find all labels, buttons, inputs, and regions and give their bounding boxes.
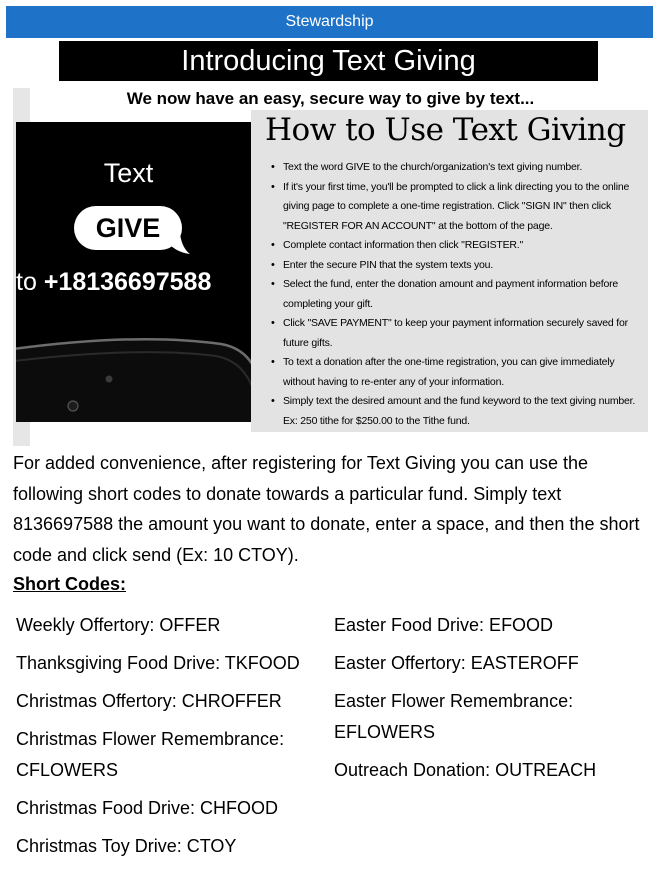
section-header-label: Stewardship — [285, 13, 374, 30]
short-code-item: Christmas Toy Drive: CTOY — [16, 835, 237, 856]
phone-graphic — [16, 122, 251, 422]
short-code-item: Christmas Offertory: CHROFFER — [16, 691, 282, 711]
text-giving-flyer — [13, 88, 648, 446]
short-code-item: Thanksgiving Food Drive: TKFOOD — [16, 653, 300, 673]
give-keyword: GIVE — [95, 212, 161, 243]
instruction-step: • To text a donation after the one-time registration, you can give immediately without having to re-enter any of your information. — [271, 353, 639, 392]
short-code-item: Christmas Flower Remembrance: CFLOWERS — [16, 729, 285, 780]
short-codes-right-column — [334, 610, 634, 793]
instruction-step: • If it's your first time, you'll be prompted to click a link directing you to the online giving page to complete a one-time registration. Click "SIGN IN" then click "REGISTER FOR AN ACCOUNT" at the bottom of the page. — [271, 178, 639, 237]
instruction-step: • Select the fund, enter the donation amount and payment information before completing your gift. — [271, 275, 639, 314]
instructions-list — [271, 158, 639, 431]
section-header — [6, 6, 653, 38]
instruction-step: • Enter the secure PIN that the system texts you. — [271, 256, 639, 276]
instructions-panel — [251, 110, 648, 432]
short-code-item: Outreach Donation: OUTREACH — [334, 759, 597, 780]
speech-bubble-tail-icon — [166, 234, 190, 254]
instructions-heading: How to Use Text Giving — [265, 112, 626, 148]
phone-text-label: Text — [103, 158, 154, 188]
phone-to-label: to — [16, 268, 37, 296]
short-codes-heading: Short Codes: — [13, 574, 127, 594]
short-codes-intro: For added convenience, after registering for Text Giving you can use the following short codes to donate towards a particular fund. Simply text 8136697588 the amount you want to donate, enter a space, and then the short code and click send (Ex: 10 CTOY). — [13, 453, 640, 565]
short-code-item: Easter Food Drive: EFOOD — [334, 615, 554, 635]
phone-number: +18136697588 — [43, 268, 212, 296]
instruction-step: • Simply text the desired amount and the fund keyword to the text giving number. Ex: 250 tithe for $250.00 to the Tithe fund. — [271, 392, 639, 431]
short-code-item: Christmas Food Drive: CHFOOD — [16, 797, 279, 818]
instruction-step: • Complete contact information then click "REGISTER." — [271, 236, 639, 256]
instruction-step: • Text the word GIVE to the church/organization's text giving number. — [271, 158, 639, 178]
short-code-item: Weekly Offertory: OFFER — [16, 615, 221, 635]
short-code-item: Easter Offertory: EASTEROFF — [334, 653, 579, 673]
short-codes-left-column — [16, 610, 326, 869]
page-title-text: Introducing Text Giving — [181, 44, 476, 77]
short-code-item: Easter Flower Remembrance: EFLOWERS — [334, 691, 574, 742]
phone-number-line — [16, 268, 251, 297]
flyer-tagline: We now have an easy, secure way to give by text... — [126, 89, 535, 108]
smartphone-icon — [16, 322, 251, 422]
page-title — [59, 41, 598, 81]
instruction-step: • Click "SAVE PAYMENT" to keep your payment information securely saved for future gifts. — [271, 314, 639, 353]
